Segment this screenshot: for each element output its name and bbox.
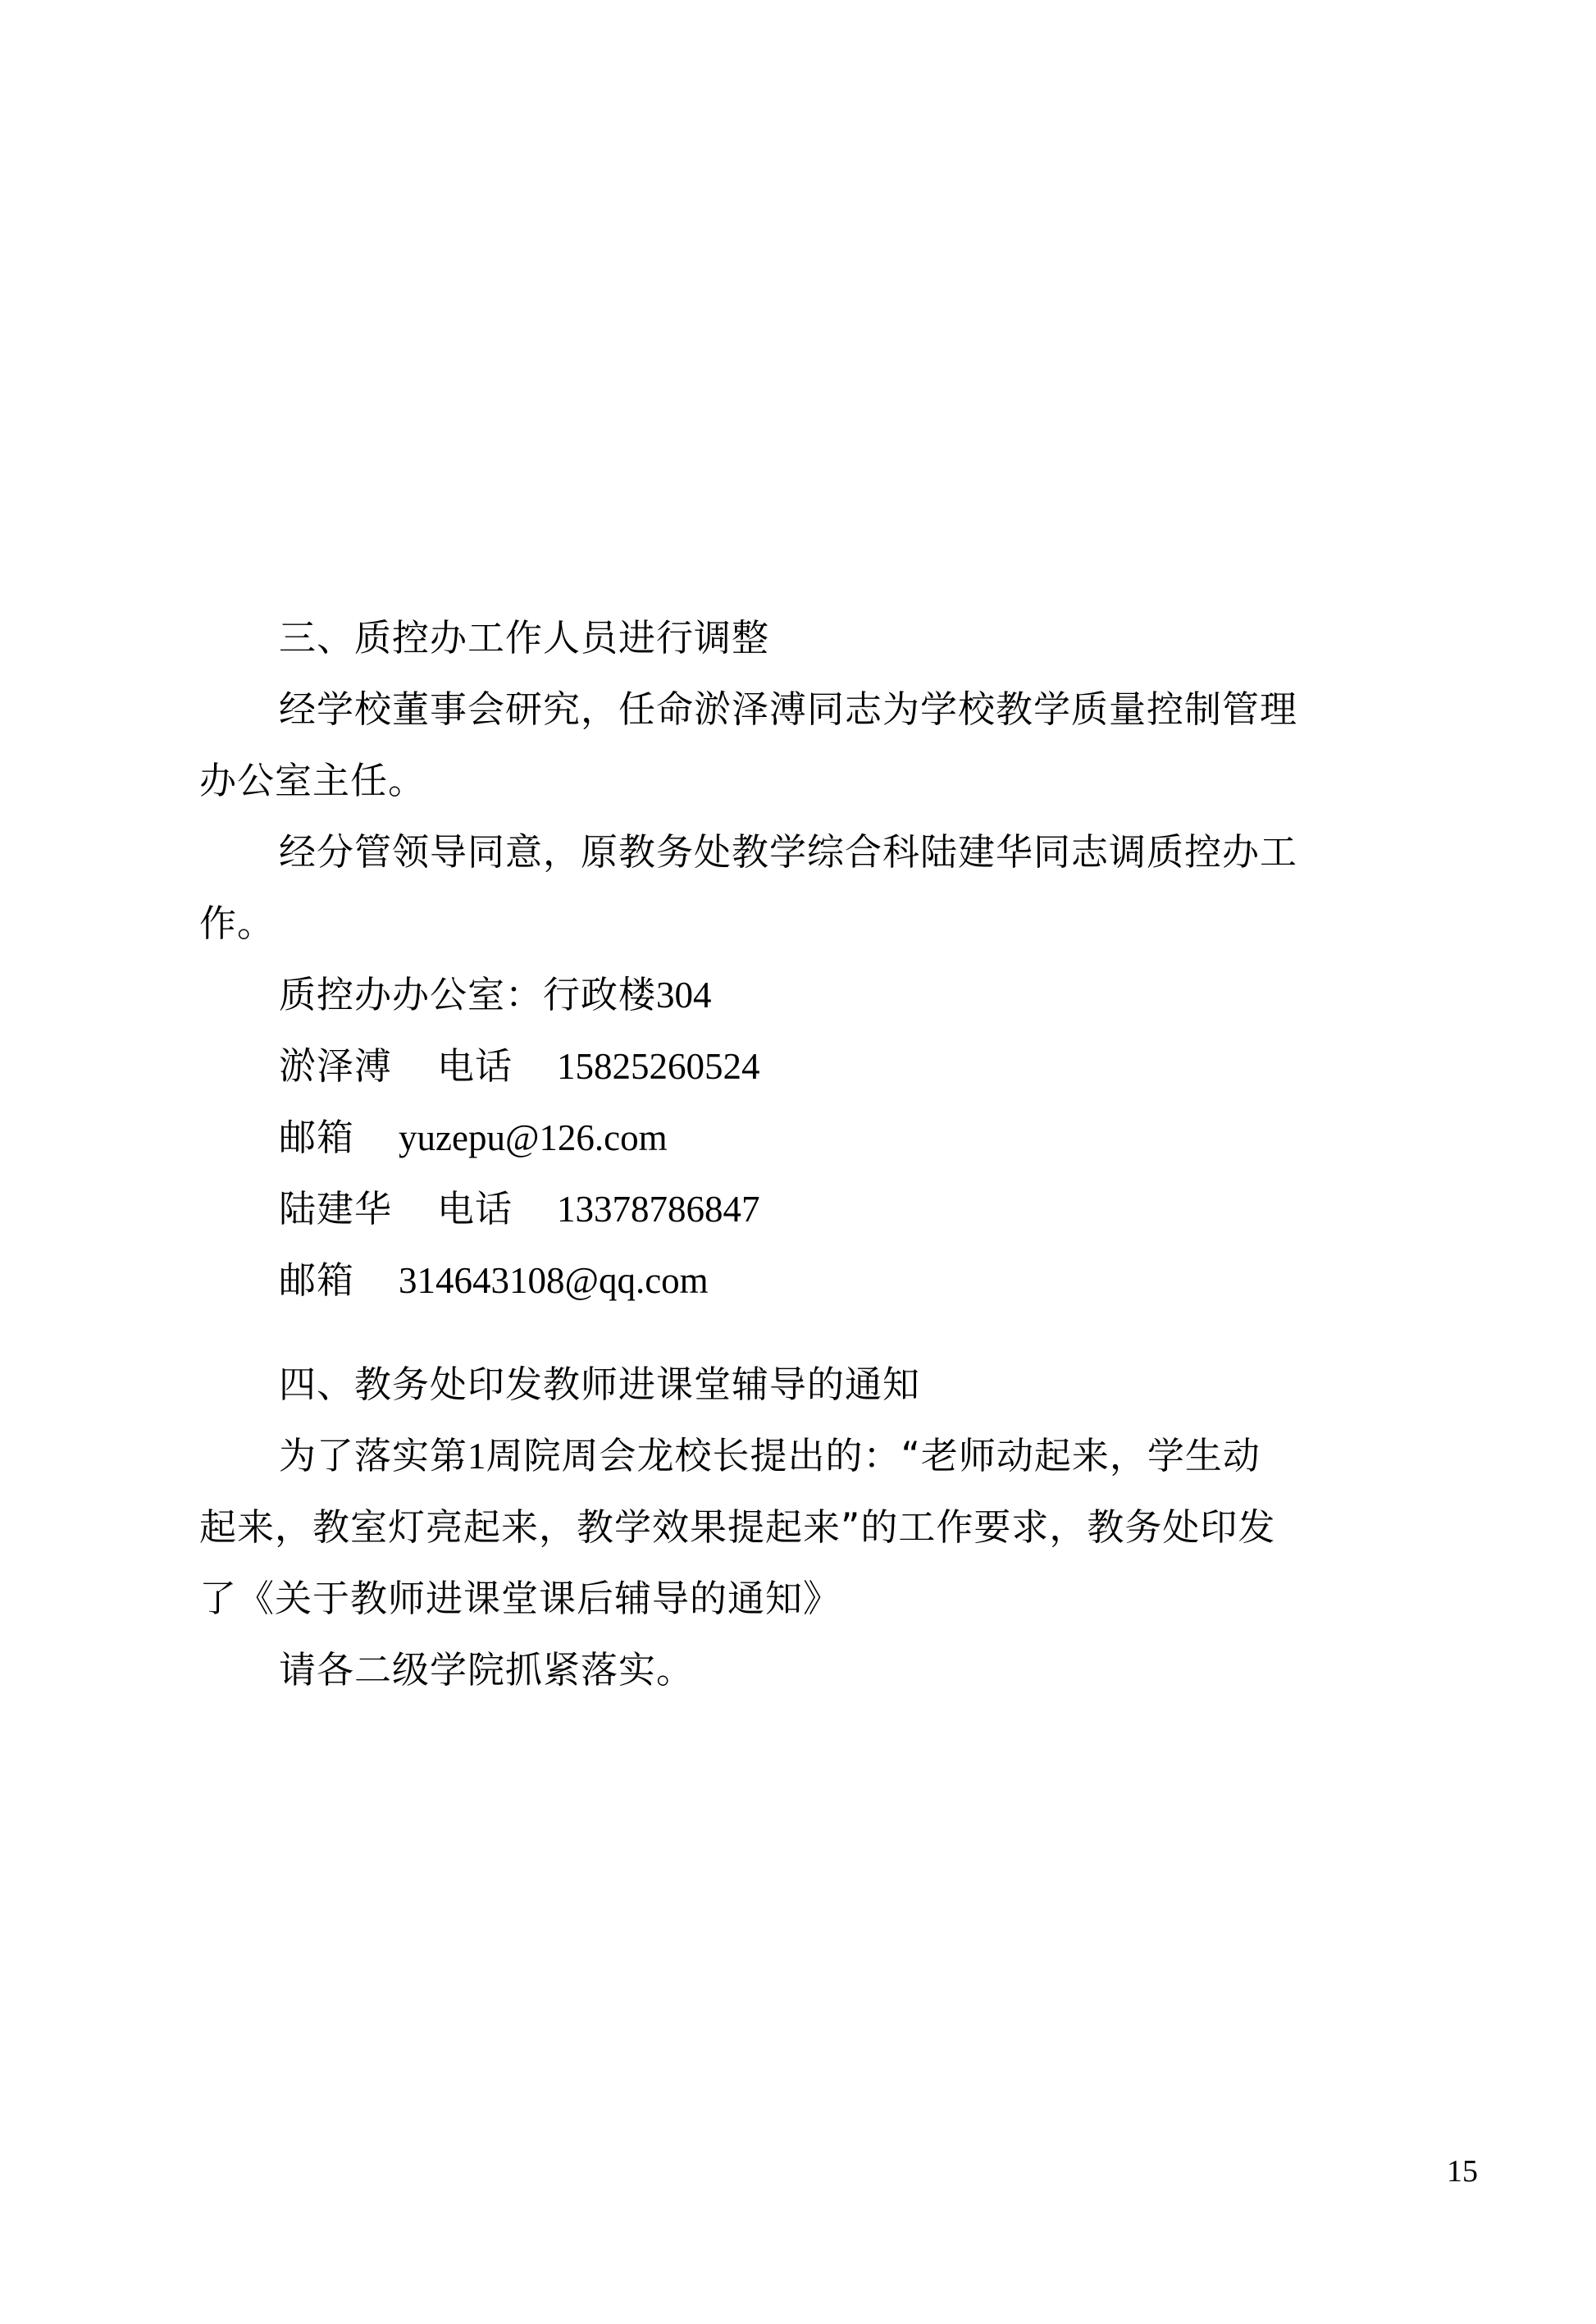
contact-2-email-label: 邮箱 bbox=[279, 1258, 355, 1302]
contact-2-name: 陆建华 bbox=[279, 1187, 393, 1230]
contact-2-phone-line bbox=[279, 1185, 760, 1234]
office-label: 质控办办公室：行政楼 bbox=[279, 973, 657, 1016]
contact-1-email: yuzepu@126.com bbox=[399, 1117, 668, 1158]
contact-1-name: 淤泽溥 bbox=[279, 1044, 393, 1088]
contact-1-phone-label: 电话 bbox=[437, 1044, 513, 1088]
week-number: 1 bbox=[467, 1436, 486, 1477]
contact-2-phone: 13378786847 bbox=[557, 1189, 760, 1230]
contact-1-email-line bbox=[279, 1113, 668, 1162]
contact-1-email-label: 邮箱 bbox=[279, 1116, 355, 1159]
section-3-paragraph-2-line-1: 经分管领导同意，原教务处教学综合科陆建华同志调质控办工 bbox=[279, 830, 1298, 874]
section-4-paragraph-1-line-1-start: 为了落实第 bbox=[279, 1434, 468, 1477]
contact-2-phone-label: 电话 bbox=[437, 1187, 513, 1230]
contact-2-email-line bbox=[279, 1256, 709, 1305]
section-3-paragraph-2-line-2: 作。 bbox=[199, 902, 276, 945]
office-room-number: 304 bbox=[656, 975, 712, 1016]
contact-2-email: 314643108@qq.com bbox=[399, 1260, 709, 1301]
section-3-heading: 三、质控办工作人员进行调整 bbox=[279, 616, 770, 660]
page-number: 15 bbox=[1447, 2154, 1478, 2189]
section-3-paragraph-1-line-2: 办公室主任。 bbox=[199, 759, 426, 802]
section-3-paragraph-1-line-1: 经学校董事会研究，任命淤泽溥同志为学校教学质量控制管理 bbox=[279, 687, 1298, 731]
office-location-line bbox=[279, 970, 712, 1020]
section-4-paragraph-1-line-2: 起来，教室灯亮起来，教学效果提起来”的工作要求，教务处印发 bbox=[199, 1505, 1276, 1549]
section-4-paragraph-1-line-1-end: 周院周会龙校长提出的：“老师动起来，学生动 bbox=[486, 1434, 1261, 1477]
section-4-paragraph-2: 请各二级学院抓紧落实。 bbox=[279, 1648, 695, 1692]
contact-1-phone: 15825260524 bbox=[557, 1046, 760, 1087]
section-4-heading: 四、教务处印发教师进课堂辅导的通知 bbox=[279, 1363, 921, 1406]
contact-1-phone-line bbox=[279, 1042, 760, 1091]
section-4-paragraph-1-line-3: 了《关于教师进课堂课后辅导的通知》 bbox=[199, 1577, 841, 1620]
section-4-paragraph-1-line-1 bbox=[279, 1431, 1261, 1481]
